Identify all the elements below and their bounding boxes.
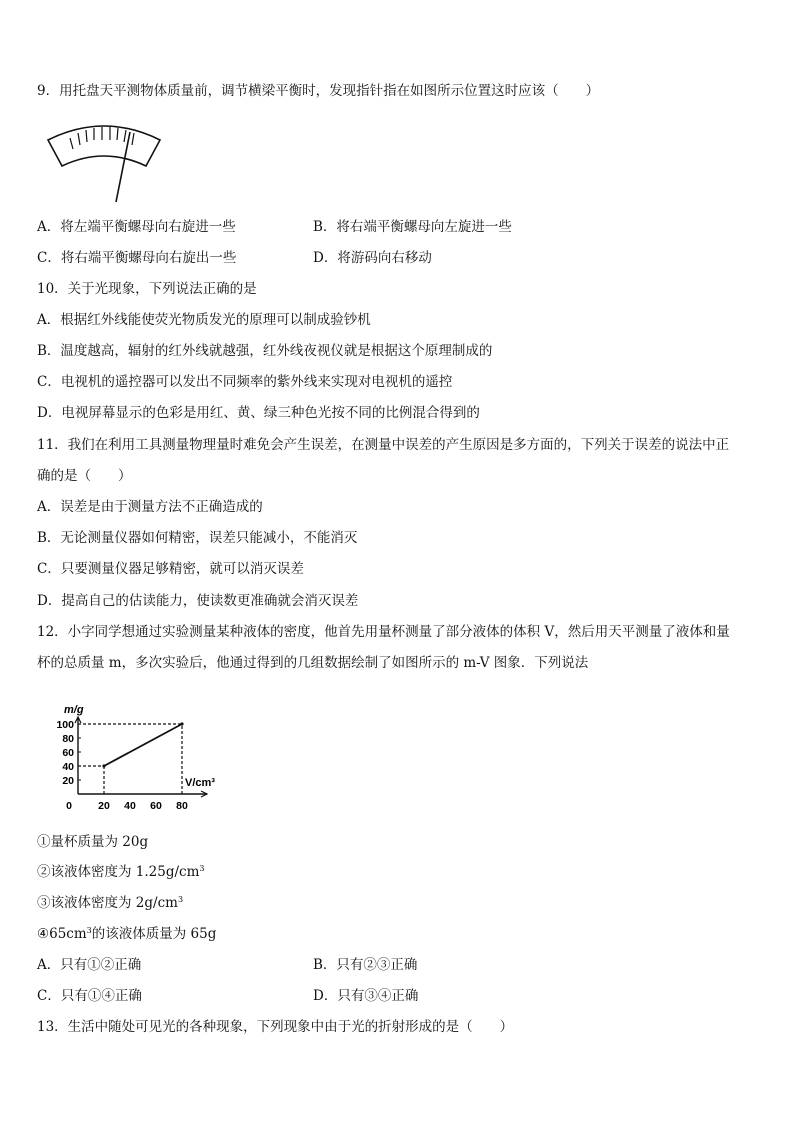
q9-stem: 9．用托盘天平测物体质量前，调节横梁平衡时，发现指针指在如图所示位置这时应该（ ）	[37, 83, 600, 99]
x-tick-label: 60	[150, 800, 162, 812]
balance-scale-arc	[48, 126, 160, 166]
x-tick-label: 0	[66, 800, 72, 812]
q9-option-b: B．将右端平衡螺母向左旋进一些	[313, 219, 512, 235]
q12-statement-4-post: 的该液体质量为 65g	[91, 926, 217, 942]
q10-option-c: C．电视机的遥控器可以发出不同频率的紫外线来实现对电视机的遥控	[37, 374, 453, 390]
data-point	[180, 722, 183, 725]
q12-statement-2-text: ②该液体密度为 1.25g/cm	[37, 864, 200, 880]
q11-option-a: A．误差是由于测量方法不正确造成的	[37, 499, 263, 515]
data-point	[102, 764, 105, 767]
q11-option-d: D．提高自己的估读能力，使读数更准确就会消灭误差	[37, 593, 359, 609]
q12-option-a: A．只有①②正确	[37, 957, 142, 973]
q9-option-d: D．将游码向右移动	[313, 250, 432, 266]
series-line	[104, 724, 182, 766]
q12-statement-4-sup: 3	[86, 926, 92, 935]
q11-option-c: C．只要测量仪器足够精密，就可以消灭误差	[37, 561, 304, 577]
x-axis-label: V/cm³	[185, 777, 215, 789]
y-tick-label: 80	[62, 733, 74, 745]
y-tick-label: 20	[62, 775, 74, 787]
y-tick-label: 100	[56, 719, 74, 731]
q10-option-b: B．温度越高，辐射的红外线就越强，红外线夜视仪就是根据这个原理制成的	[37, 343, 493, 359]
q11-stem-line2: 确的是（ ）	[37, 468, 132, 484]
q11-stem-line1: 11．我们在利用工具测量物理量时难免会产生误差，在测量中误差的产生原因是多方面的，下列关于误差的说法中正	[37, 437, 730, 453]
x-tick-label: 20	[98, 800, 110, 812]
q12-statement-2-sup: 3	[199, 864, 205, 873]
x-tick-label: 40	[124, 800, 136, 812]
q10-option-a: A．根据红外线能使荧光物质发光的原理可以制成验钞机	[37, 312, 371, 328]
q12-statement-4-pre: ④65cm	[37, 926, 87, 942]
mv-graph	[52, 684, 242, 820]
q10-option-d: D．电视屏幕显示的色彩是用红、黄、绿三种色光按不同的比例混合得到的	[37, 405, 480, 421]
q9-option-c: C．将右端平衡螺母向右旋出一些	[37, 250, 237, 266]
q12-statement-3	[37, 894, 183, 912]
y-tick-label: 40	[62, 761, 74, 773]
y-axis-label: m/g	[64, 704, 84, 716]
q12-stem-line1: 12．小字同学想通过实验测量某种液体的密度，他首先用量杯测量了部分液体的体积 V，然后用天平测量了液体和量	[37, 624, 730, 640]
y-tick-label: 60	[62, 747, 74, 759]
q13-stem: 13．生活中随处可见光的各种现象，下列现象中由于光的折射形成的是（ ）	[37, 1019, 514, 1035]
q10-stem: 10．关于光现象，下列说法正确的是	[37, 281, 257, 297]
q12-statement-1: ①量杯质量为 20g	[37, 834, 149, 850]
q9-option-a: A．将左端平衡螺母向右旋进一些	[37, 219, 236, 235]
x-tick-label: 80	[176, 800, 188, 812]
q12-option-c: C．只有①④正确	[37, 988, 142, 1004]
q12-option-b: B．只有②③正确	[313, 957, 418, 973]
q12-statement-4	[37, 925, 216, 943]
q12-stem-line2: 杯的总质量 m，多次实验后，他通过得到的几组数据绘制了如图所示的 m-V 图象．下列说法	[37, 655, 589, 671]
q12-statement-3-sup: 3	[177, 895, 184, 904]
q12-option-d: D．只有③④正确	[313, 988, 419, 1004]
q11-option-b: B．无论测量仪器如何精密，误差只能减小，不能消灭	[37, 530, 358, 546]
balance-pointer-figure	[44, 118, 164, 206]
q12-statement-3-text: ③该液体密度为 2g/cm	[37, 895, 178, 911]
q12-statement-2	[37, 863, 205, 881]
